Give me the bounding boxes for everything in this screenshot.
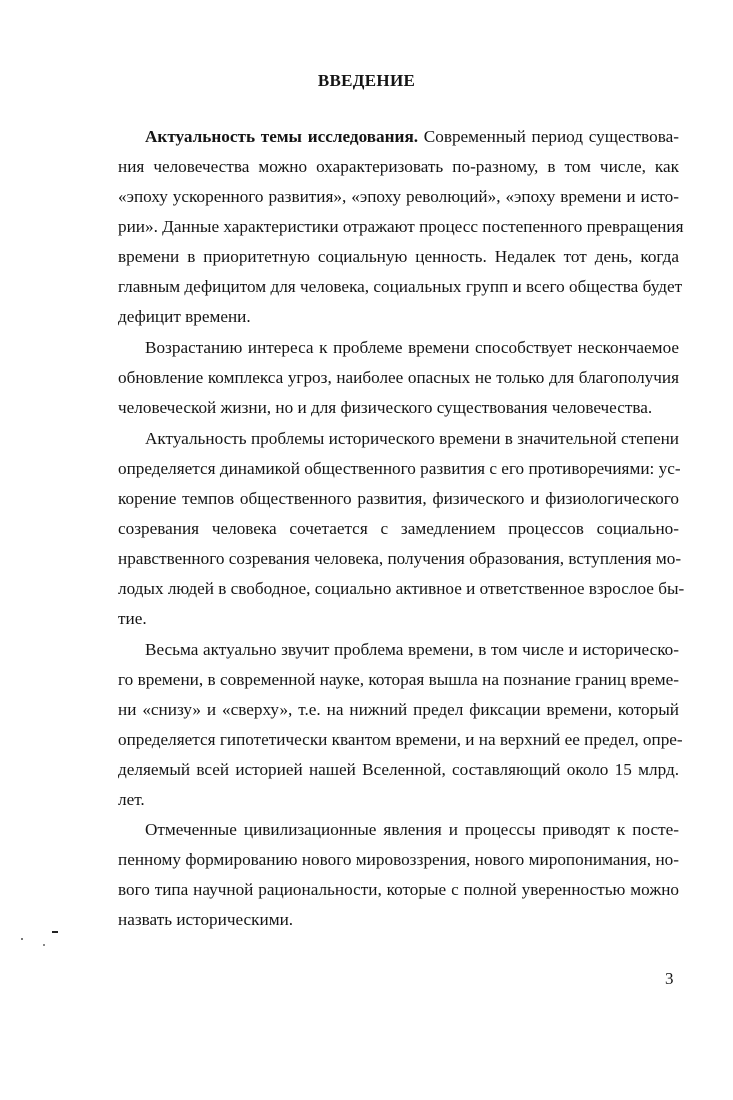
paragraph-line: времени в приоритетную социальную ценность. Недалек тот день, когда [118,247,679,266]
paragraph-line: лет. [118,790,145,809]
paragraph-lead: Актуальность темы исследования. [145,127,419,146]
paragraph-line: корение темпов общественного развития, физического и физиологического [118,489,679,508]
paragraph-line: главным дефицитом для человека, социальных групп и всего общества будет [118,277,683,296]
paragraph-line: определяется динамикой общественного развития с его противоречиями: ус- [118,459,681,478]
paragraph-line: нравственного созревания человека, получения образования, вступления мо- [118,549,682,568]
paragraph-science [118,635,683,815]
paragraph-line-text: Современный период существова- [418,127,680,146]
paragraph-line [145,122,679,152]
paragraph-line: определяется гипотетически квантом времени, и на верхний ее предел, опре- [118,730,683,749]
scan-speck [43,944,45,946]
paragraph-line: Весьма актуально звучит проблема времени, в том числе и историческо- [145,640,679,659]
paragraph-line: Отмеченные цивилизационные явления и процессы приводят к посте- [145,820,679,839]
scan-speck [21,938,23,940]
paragraph-historical-time [118,424,685,634]
paragraph-line: Возрастанию интереса к проблеме времени способствует нескончаемое [145,338,679,357]
paragraph-line: пенному формированию нового мировоззрения, нового миропонимания, но- [118,850,679,869]
scan-speck [52,931,58,933]
paragraph-line: дефицит времени. [118,307,251,326]
paragraph-line: тие. [118,609,147,628]
paragraph-threats [118,333,679,423]
paragraph-line: ния человечества можно охарактеризовать по-разному, в том числе, как [118,157,679,176]
paragraph-relevance [118,122,684,332]
paragraph-line: вого типа научной рациональности, которые с полной уверенностью можно [118,880,679,899]
paragraph-line: Актуальность проблемы исторического времени в значительной степени [145,429,679,448]
paragraph-line: рии». Данные характеристики отражают процесс постепенного превращения [118,217,684,236]
page-number: 3 [665,969,674,988]
paragraph-line: созревания человека сочетается с замедлением процессов социально- [118,519,679,538]
paragraph-line: «эпоху ускоренного развития», «эпоху революций», «эпоху времени и исто- [118,187,679,206]
paragraph-line: ни «снизу» и «сверху», т.е. на нижний предел фиксации времени, который [118,700,679,719]
paragraph-line: обновление комплекса угроз, наиболее опасных не только для благополучия [118,368,679,387]
paragraph-line: деляемый всей историей нашей Вселенной, составляющий около 15 млрд. [118,760,679,779]
paragraph-line: назвать историческими. [118,910,294,929]
paragraph-line: го времени, в современной науке, которая вышла на познание границ време- [118,670,679,689]
paragraph-line: человеческой жизни, но и для физического существования человечества. [118,398,653,417]
page-title: ВВЕДЕНИЕ [317,71,416,90]
paragraph-worldview [118,815,679,935]
paragraph-line: лодых людей в свободное, социально активное и ответственное взрослое бы- [118,579,685,598]
